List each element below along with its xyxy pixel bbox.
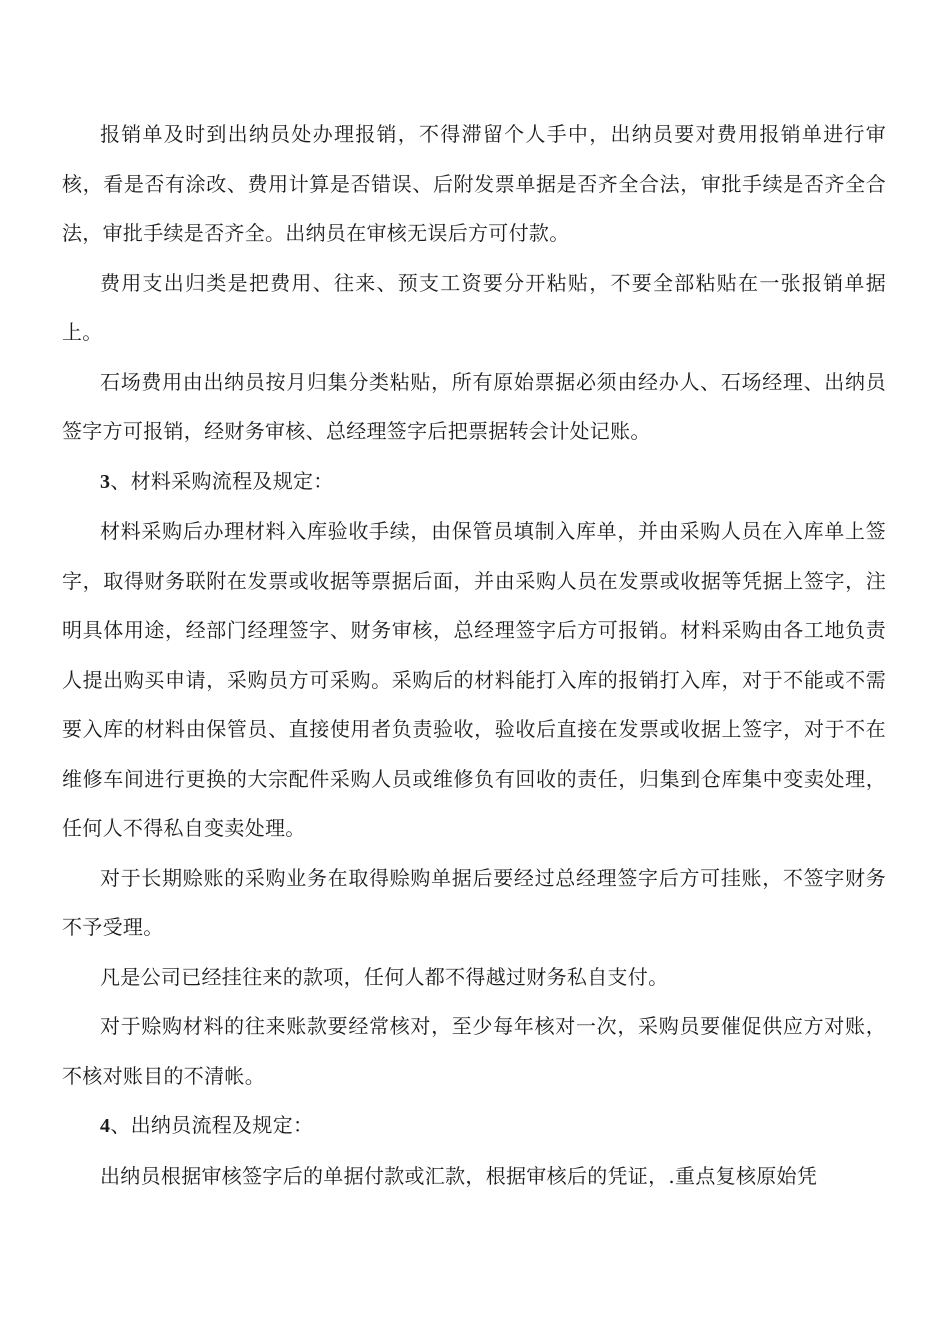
paragraph: 报销单及时到出纳员处办理报销，不得滞留个人手中，出纳员要对费用报销单进行审核，看是否有涂改、费用计算是否错误、后附发票单据是否齐全合法，审批手续是否齐全合法，审批手续是否齐全。出纳员在审核无误后方可付款。 bbox=[62, 122, 886, 245]
paragraph: 对于赊购材料的往来账款要经常核对，至少每年核对一次，采购员要催促供应方对账，不核对账目的不清帐。 bbox=[62, 1014, 886, 1088]
paragraph: 石场费用由出纳员按月归集分类粘贴，所有原始票据必须由经办人、石场经理、出纳员签字方可报销，经财务审核、总经理签字后把票据转会计处记账。 bbox=[62, 369, 886, 443]
paragraph: 材料采购后办理材料入库验收手续，由保管员填制入库单，并由采购人员在入库单上签字，取得财务联附在发票或收据等票据后面，并由采购人员在发票或收据等凭据上签字，注明具体用途，经部门经理签字、财务审核，总经理签字后方可报销。材料采购由各工地负责人提出购买申请，采购员方可采购。采购后的材料能打入库的报销打入库，对于不能或不需要入库的材料由保管员、直接使用者负责验收，验收后直接在发票或收据上签字，对于不在维修车间进行更换的大宗配件采购人员或维修负有回收的责任，归集到仓库集中变卖处理，任何人不得私自变卖处理。 bbox=[62, 519, 886, 840]
section-number: 4 bbox=[100, 1115, 111, 1137]
paragraph: 对于长期赊账的采购业务在取得赊购单据后要经过总经理签字后方可挂账，不签字财务不予受理。 bbox=[62, 865, 886, 939]
document-body bbox=[62, 110, 886, 1201]
paragraph: 出纳员根据审核签字后的单据付款或汇款，根据审核后的凭证，.重点复核原始凭 bbox=[100, 1163, 818, 1188]
section-heading-3 bbox=[62, 457, 886, 508]
section-heading-4 bbox=[62, 1101, 886, 1152]
section-title: 、材料采购流程及规定： bbox=[110, 468, 334, 493]
paragraph: 费用支出归类是把费用、往来、预支工资要分开粘贴，不要全部粘贴在一张报销单据上。 bbox=[62, 270, 886, 344]
section-title: 、出纳员流程及规定： bbox=[110, 1113, 314, 1137]
section-number: 3 bbox=[100, 470, 111, 493]
paragraph: 凡是公司已经挂往来的款项，任何人都不得越过财务私自支付。 bbox=[100, 964, 669, 989]
